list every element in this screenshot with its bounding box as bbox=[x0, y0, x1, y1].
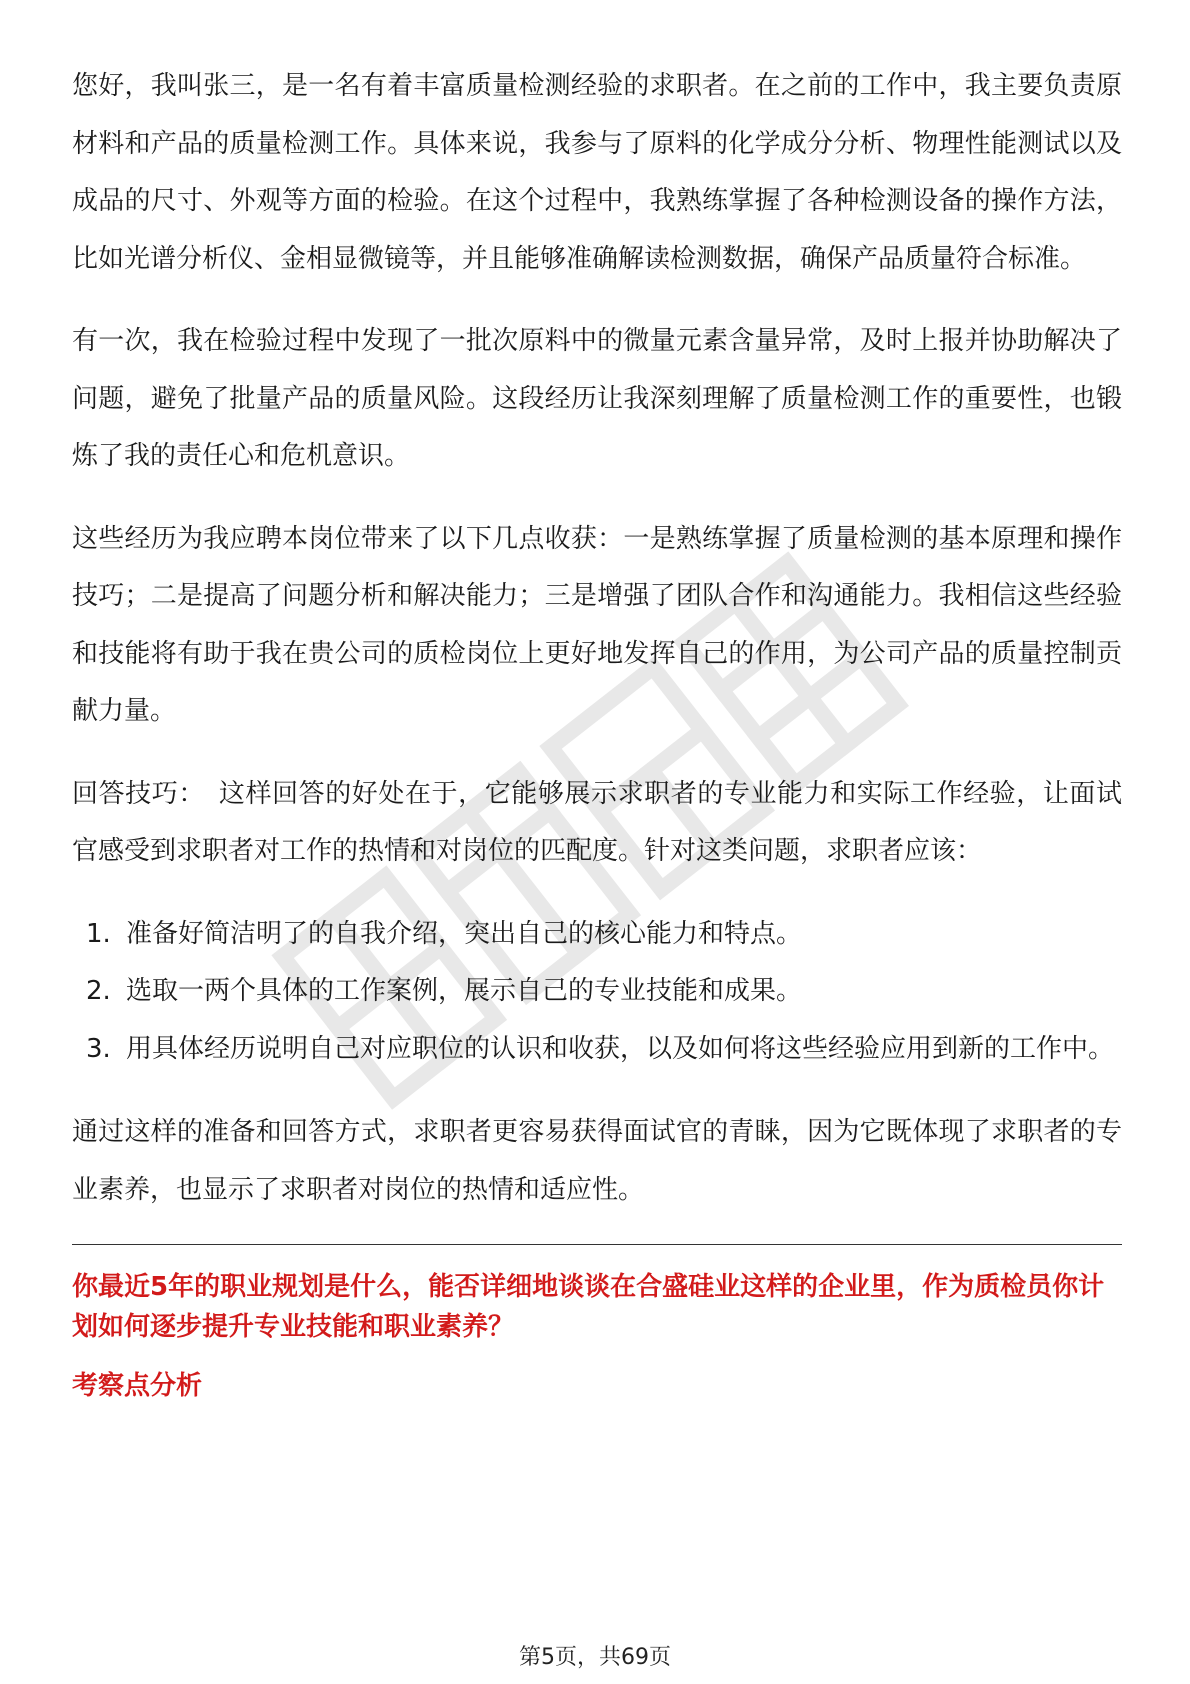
section-divider bbox=[72, 1244, 1122, 1245]
list-item-number: 2. bbox=[86, 976, 111, 1006]
answer-tips-label: 回答技巧： bbox=[72, 778, 205, 809]
answer-paragraph-3: 这些经历为我应聘本岗位带来了以下几点收获：一是熟练掌握了质量检测的基本原理和操作技巧；二是提高了问题分析和解决能力；三是增强了团队合作和沟通能力。我相信这些经验和技能将有助于我在贵公司的质检岗位上更好地发挥自己的作用，为公司产品的质量控制贡献力量。 bbox=[72, 523, 1122, 726]
list-item bbox=[72, 906, 1122, 964]
list-item-text: 用具体经历说明自己对应职位的认识和收获，以及如何将这些经验应用到新的工作中。 bbox=[126, 1033, 1115, 1064]
list-item-number: 1. bbox=[86, 918, 111, 949]
main-content bbox=[72, 58, 1122, 1402]
answer-tips-text: 这样回答的好处在于，它能够展示求职者的专业能力和实际工作经验，让面试官感受到求职者对工作的热情和对岗位的匹配度。针对这类问题，求职者应该： bbox=[72, 778, 1122, 866]
conclusion-paragraph: 通过这样的准备和回答方式，求职者更容易获得面试官的青睐，因为它既体现了求职者的专业素养，也显示了求职者对岗位的热情和适应性。 bbox=[72, 1117, 1122, 1205]
answer-paragraph-1: 您好，我叫张三，是一名有着丰富质量检测经验的求职者。在之前的工作中，我主要负责原材料和产品的质量检测工作。具体来说，我参与了原料的化学成分分析、物理性能测试以及成品的尺寸、外观等方面的检验。在这个过程中，我熟练掌握了各种检测设备的操作方法，比如光谱分析仪、金相显微镜等，并且能够准确解读检测数据，确保产品质量符合标准。 bbox=[72, 71, 1122, 274]
list-item-text: 准备好简洁明了的自我介绍，突出自己的核心能力和特点。 bbox=[126, 918, 803, 949]
list-item-text: 选取一两个具体的工作案例，展示自己的专业技能和成果。 bbox=[126, 976, 803, 1006]
list-item-number: 3. bbox=[86, 1033, 111, 1064]
list-item bbox=[72, 963, 1122, 1021]
list-item bbox=[72, 1021, 1122, 1079]
next-question-heading: 你最近5年的职业规划是什么，能否详细地谈谈在合盛硅业这样的企业里，作为质检员你计划如何逐步提升专业技能和职业素养？ bbox=[72, 1272, 1105, 1342]
answer-paragraph-2: 有一次，我在检验过程中发现了一批次原料中的微量元素含量异常，及时上报并协助解决了问题，避免了批量产品的质量风险。这段经历让我深刻理解了质量检测工作的重要性，也锻炼了我的责任心和危机意识。 bbox=[72, 326, 1122, 471]
answer-tips-paragraph bbox=[72, 766, 1122, 881]
section-title-analysis: 考察点分析 bbox=[72, 1371, 203, 1401]
page-footer: 第5页，共69页 bbox=[519, 1645, 671, 1670]
tips-list bbox=[72, 906, 1122, 1079]
